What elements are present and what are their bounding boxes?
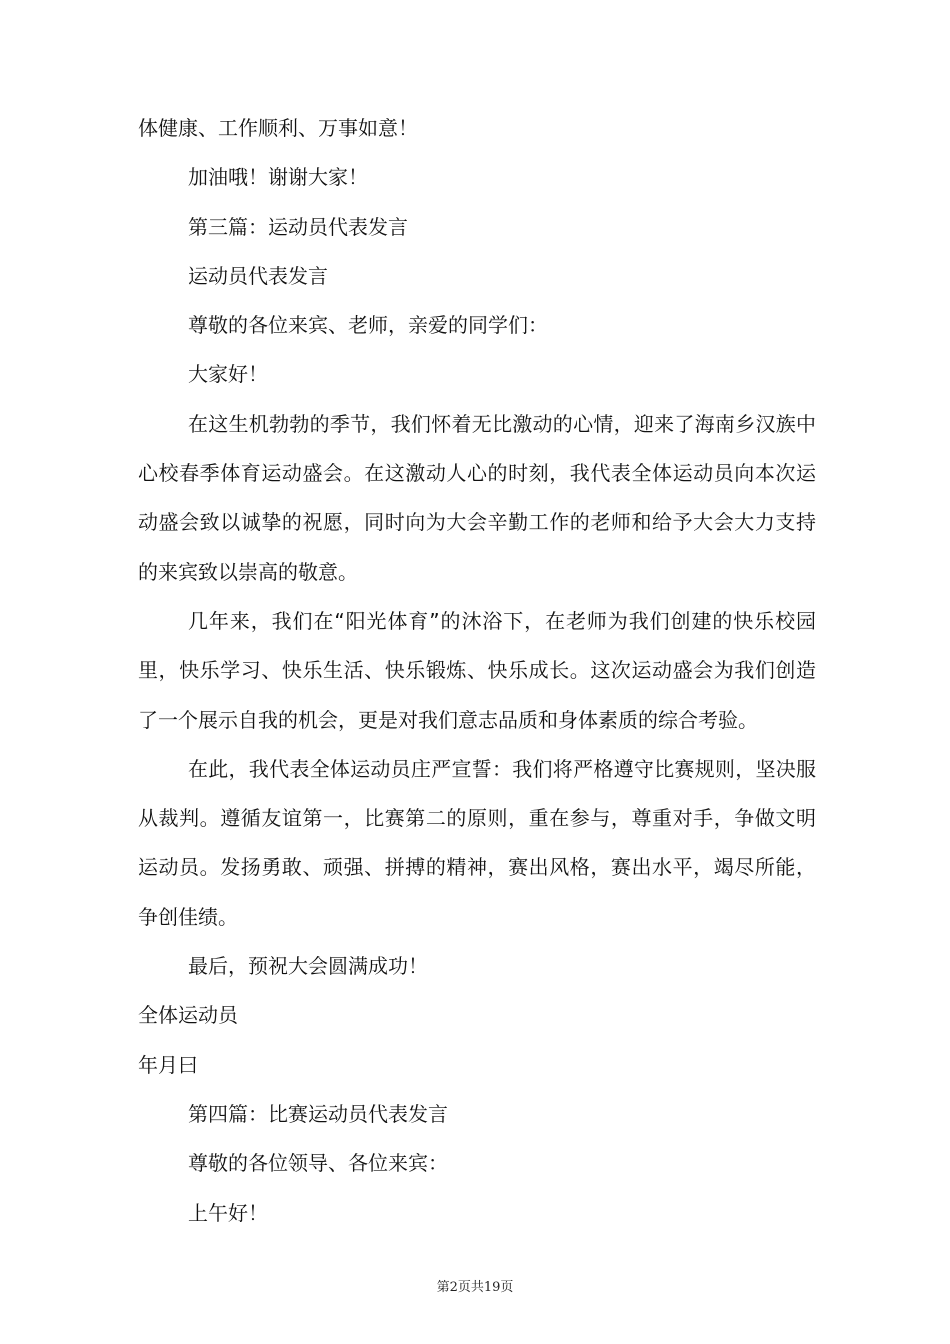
speech-title: 运动员代表发言 xyxy=(188,263,328,288)
signature-line: 全体运动员 xyxy=(138,1003,238,1028)
paragraph-final-wish: 最后，预祝大会圆满成功！ xyxy=(188,954,428,979)
salutation: 尊敬的各位来宾、老师，亲爱的同学们： xyxy=(188,313,548,338)
paragraph-opening: 在这生机勃勃的季节，我们怀着无比激动的心情，迎来了海南乡汉族中心校春季体育运动盛会。在这激动人心的时刻，我代表全体运动员向本次运动盛会致以诚挚的祝愿，同时向为大会辛勤工作的老师和给予大会大力支持的来宾致以崇高的敬意。 xyxy=(138,411,816,584)
greeting: 大家好！ xyxy=(188,362,268,387)
paragraph-closing-thanks: 加油哦！谢谢大家！ xyxy=(188,165,368,190)
section-heading-part-three: 第三篇：运动员代表发言 xyxy=(188,214,408,239)
salutation-leaders: 尊敬的各位领导、各位来宾： xyxy=(188,1151,448,1176)
paragraph-oath: 在此，我代表全体运动员庄严宣誓：我们将严格遵守比赛规则，坚决服从裁判。遵循友谊第一，比赛第二的原则，重在参与，尊重对手，争做文明运动员。发扬勇敢、顽强、拼搏的精神，赛出风格，赛出水平，竭尽所能，争创佳绩。 xyxy=(138,756,816,929)
document-body xyxy=(138,104,816,1238)
page-number-footer: 第2页共19页 xyxy=(436,1280,514,1295)
paragraph-sunshine-sports: 几年来，我们在“阳光体育”的沐浴下，在老师为我们创建的快乐校园里，快乐学习、快乐生活、快乐锻炼、快乐成长。这次运动盛会为我们创造了一个展示自我的机会，更是对我们意志品质和身体素质的综合考验。 xyxy=(138,608,816,732)
paragraph-continuation: 体健康、工作顺利、万事如意！ xyxy=(138,116,418,140)
greeting-morning: 上午好！ xyxy=(188,1200,268,1225)
date-line: 年月曰 xyxy=(138,1052,198,1077)
section-heading-part-four: 第四篇：比赛运动员代表发言 xyxy=(188,1101,448,1126)
